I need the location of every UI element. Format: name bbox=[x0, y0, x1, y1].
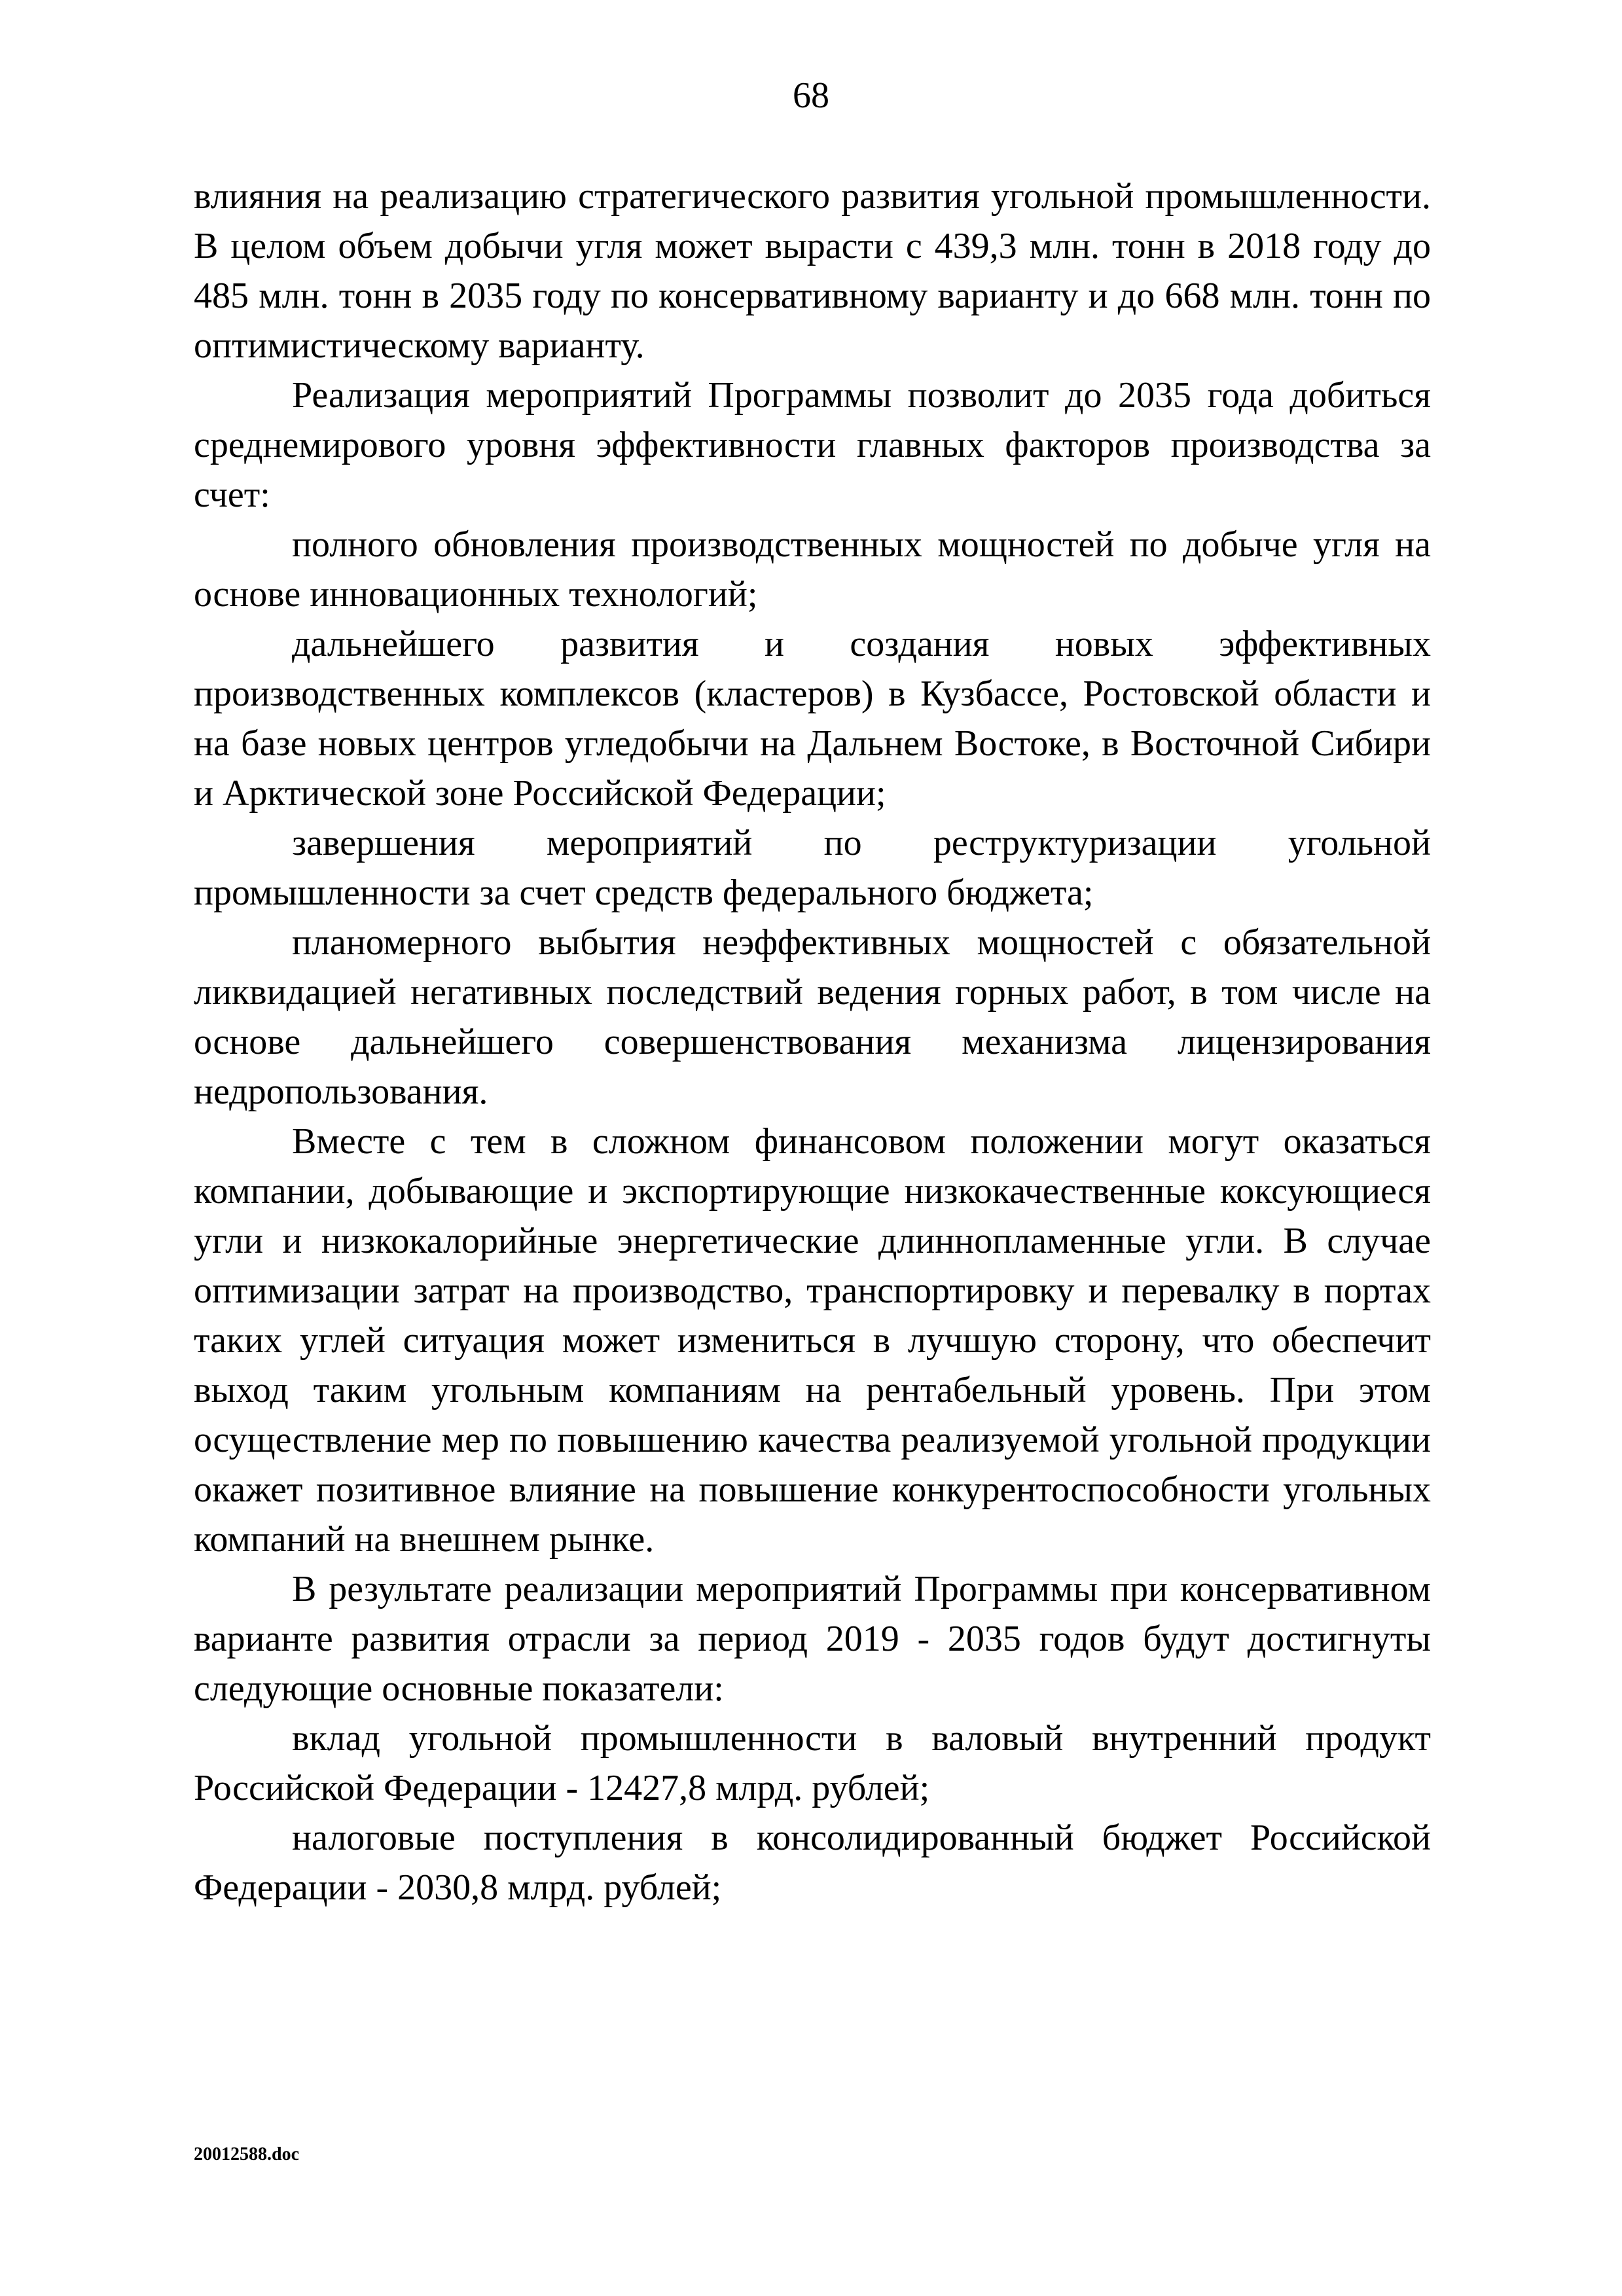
page-number: 68 bbox=[793, 75, 829, 116]
paragraph-9: вклад угольной промышленности в валовый внутренний продукт Российской Федерации - 12427,8 млрд. рублей; bbox=[194, 1718, 1431, 1808]
document-footer-filename: 20012588.doc bbox=[194, 2144, 299, 2164]
paragraph-5: завершения мероприятий по реструктуризации угольной промышленности за счет средств федерального бюджета; bbox=[194, 823, 1431, 913]
paragraph-3: полного обновления производственных мощностей по добыче угля на основе инновационных технологий; bbox=[194, 524, 1431, 615]
paragraph-4: дальнейшего развития и создания новых эффективных производственных комплексов (кластеров) в Кузбассе, Ростовской области и на базе новых центров угледобычи на Дальнем Востоке, в Восточной Сибири и Арктической зоне Российской Федерации; bbox=[194, 624, 1431, 814]
paragraph-1: влияния на реализацию стратегического развития угольной промышленности. В целом объем добычи угля может вырасти с 439,3 млн. тонн в 2018 году до 485 млн. тонн в 2035 году по консервативному варианту и до 668 млн. тонн по оптимистическому варианту. bbox=[194, 176, 1431, 366]
paragraph-10: налоговые поступления в консолидированный бюджет Российской Федерации - 2030,8 млрд. рублей; bbox=[194, 1818, 1431, 1908]
paragraph-7: Вместе с тем в сложном финансовом положении могут оказаться компании, добывающие и экспортирующие низкокачественные коксующиеся угли и низкокалорийные энергетические длиннопламенные угли. В случае оптимизации затрат на производство, транспортировку и перевалку в портах таких углей ситуация может измениться в лучшую сторону, что обеспечит выход таким угольным компаниям на рентабельный уровень. При этом осуществление мер по повышению качества реализуемой угольной продукции окажет позитивное влияние на повышение конкурентоспособности угольных компаний на внешнем рынке. bbox=[194, 1121, 1431, 1560]
paragraph-6: планомерного выбытия неэффективных мощностей с обязательной ликвидацией негативных последствий ведения горных работ, в том числе на основе дальнейшего совершенствования механизма лицензирования недропользования. bbox=[194, 922, 1431, 1112]
document-body bbox=[194, 171, 1431, 1912]
paragraph-2: Реализация мероприятий Программы позволит до 2035 года добиться среднемирового уровня эффективности главных факторов производства за счет: bbox=[194, 375, 1431, 515]
paragraph-8: В результате реализации мероприятий Программы при консервативном варианте развития отрасли за период 2019 - 2035 годов будут достигнуты следующие основные показатели: bbox=[194, 1569, 1431, 1709]
